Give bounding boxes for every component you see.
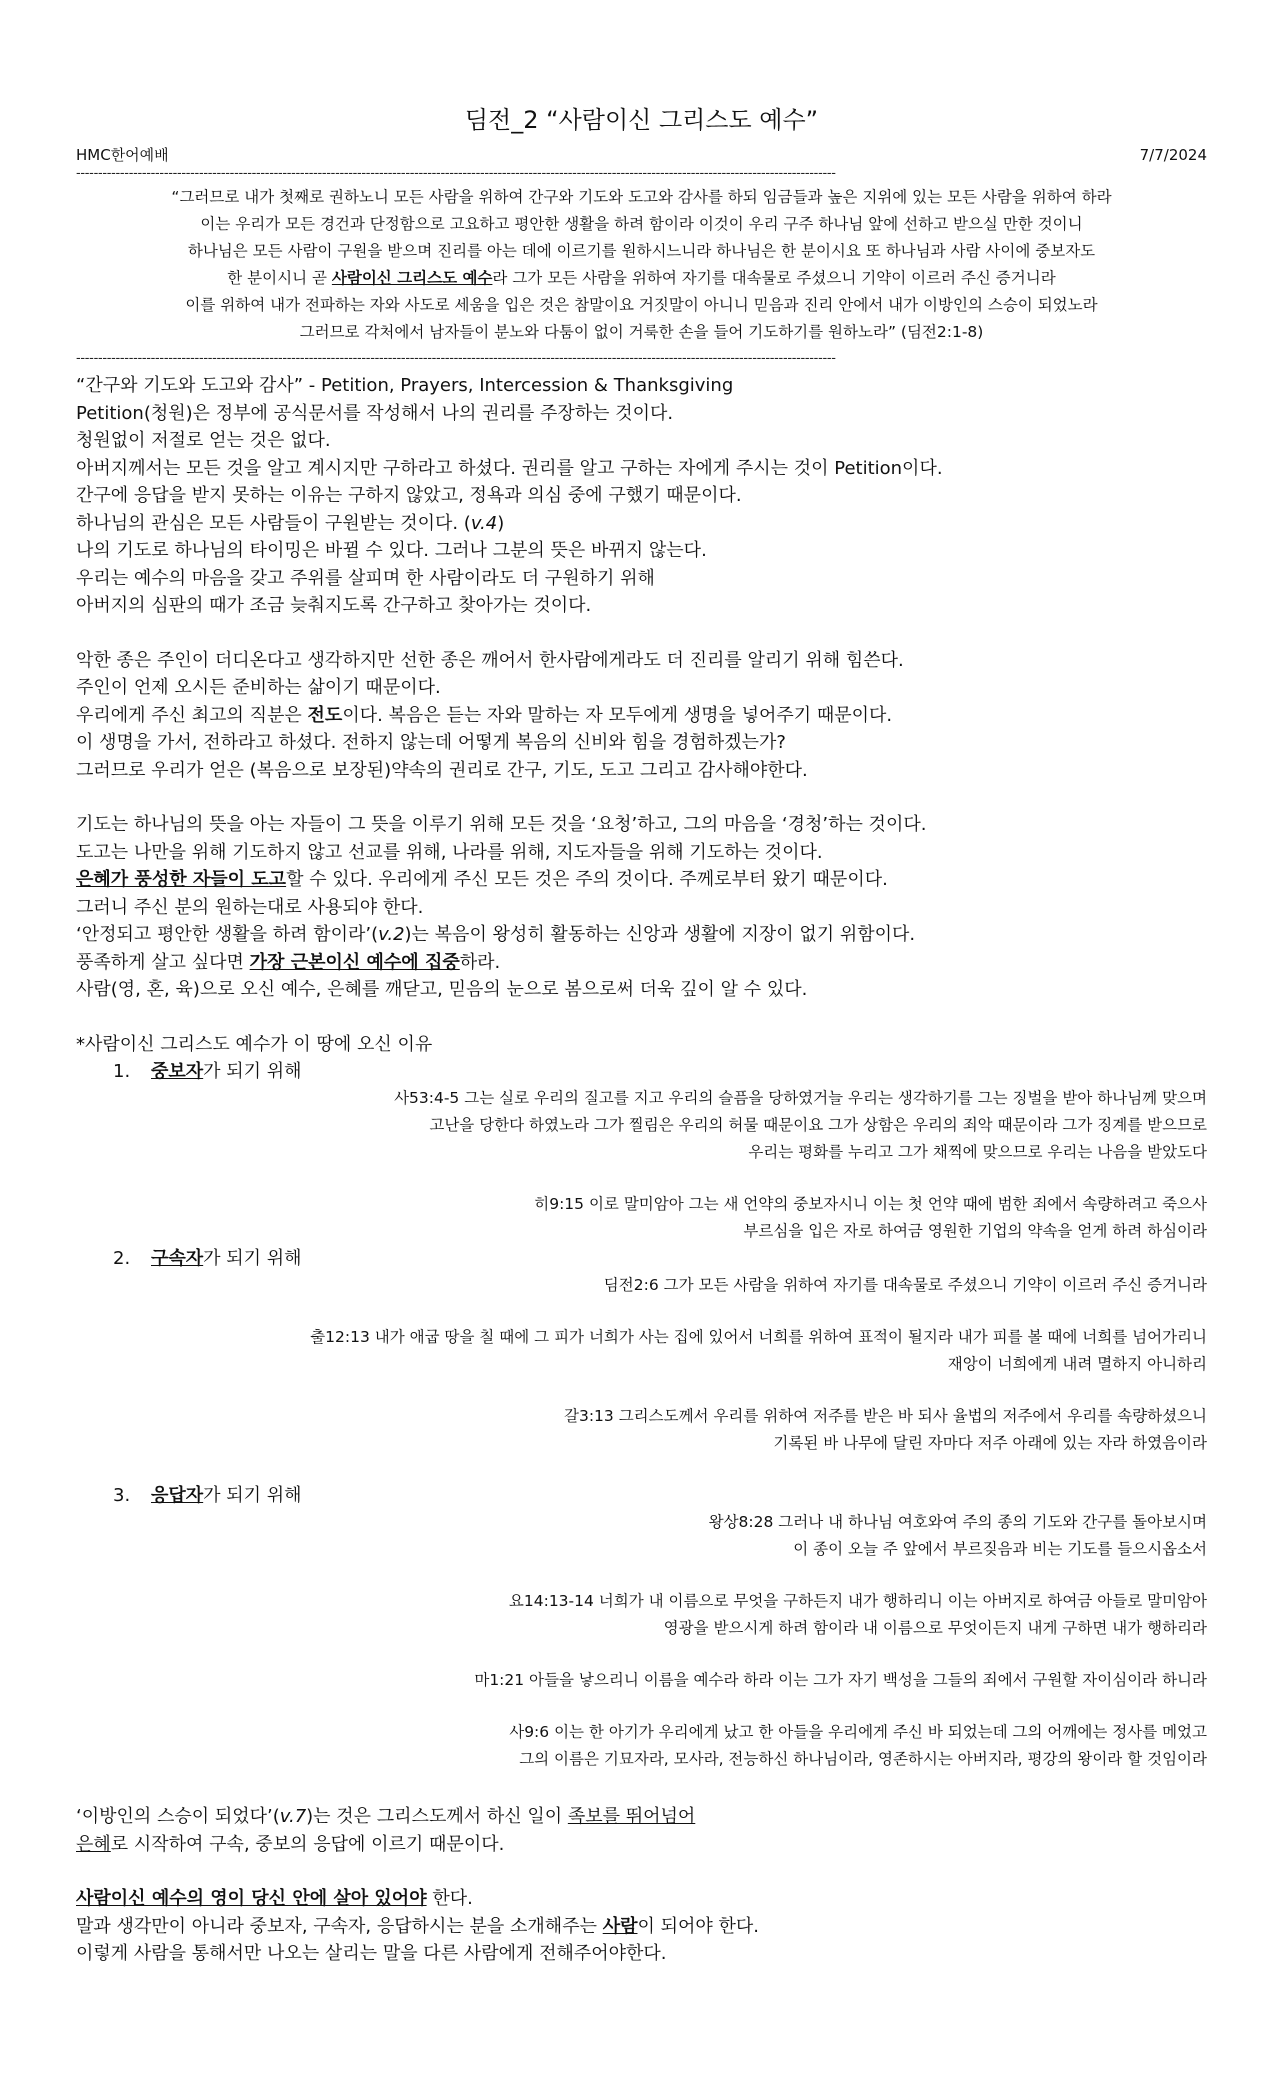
paragraph-conclusion xyxy=(76,1885,1207,1968)
reason-1 xyxy=(76,1058,1207,1085)
scripture-line: “그러므로 내가 첫째로 권하노니 모든 사람을 위하여 간구와 기도와 도고와 감사를 하되 임금들과 높은 지위에 있는 모든 사람을 위하여 하라 xyxy=(171,188,1112,206)
text-line: 그러니 주신 분의 원하는대로 사용되야 한다. xyxy=(76,896,424,918)
emphasis: 사람이신 예수의 영이 당신 안에 살아 있어야 xyxy=(76,1888,427,1909)
verse-line: 재앙이 너희에게 내려 멸하지 아니하리 xyxy=(947,1355,1207,1373)
text: 이 되어야 한다. xyxy=(637,1915,759,1937)
scripture-text: 라 그가 모든 사람을 위하여 자기를 대속물로 주셨으니 기약이 이르러 주신 증거니라 xyxy=(492,269,1056,287)
text: 한다. xyxy=(426,1888,473,1909)
text-line: 그러므로 우리가 얻은 (복음으로 보장된)약속의 권리로 간구, 기도, 도고 그리고 감사해야한다. xyxy=(76,759,808,781)
emphasis: 사람 xyxy=(602,1915,638,1937)
verse-line: 사53:4-5 그는 실로 우리의 질고를 지고 우리의 슬픔을 당하였거늘 우리는 생각하기를 그는 징벌을 받아 하나님께 맞으며 xyxy=(394,1089,1207,1107)
verse-block xyxy=(76,1719,1207,1773)
reason-rest: 가 되기 위해 xyxy=(203,1485,302,1506)
scripture-text: 한 분이시니 곧 xyxy=(227,269,332,287)
text-line: 간구에 응답을 받지 못하는 이유는 구하지 않았고, 정욕과 의심 중에 구했기 때문이다. xyxy=(76,485,742,506)
text: 이다. 복음은 듣는 자와 말하는 자 모두에게 생명을 넣어주기 때문이다. xyxy=(342,704,893,726)
text-line xyxy=(76,949,1207,977)
verse-block xyxy=(76,1085,1207,1166)
text-line: 사람(영, 혼, 육)으로 오신 예수, 은혜를 깨닫고, 믿음의 눈으로 봄으로써 더욱 깊이 알 수 있다. xyxy=(76,979,808,1000)
emphasis: 은혜가 풍성한 자들이 도고 xyxy=(76,869,287,890)
verse-line: 우리는 평화를 누리고 그가 채찍에 맞으므로 우리는 나음을 받았도다 xyxy=(748,1143,1207,1161)
text-line: Petition(청원)은 정부에 공식문서를 작성해서 나의 권리를 주장하는 것이다. xyxy=(76,402,674,424)
paragraph-gentiles xyxy=(76,1803,1207,1858)
text-line: 이렇게 사람을 통해서만 나오는 살리는 말을 다른 사람에게 전해주어야한다. xyxy=(76,1943,667,1964)
text-line: 우리는 예수의 마음을 갖고 주위를 살피며 한 사람이라도 더 구원하기 위해 xyxy=(76,567,655,589)
reason-2 xyxy=(76,1245,1207,1272)
text-line: 도고는 나만을 위해 기도하지 않고 선교를 위해, 나라를 위해, 지도자들을 위해 기도하는 것이다. xyxy=(76,841,823,863)
verse-block xyxy=(76,1191,1207,1245)
verse-ref: v.2 xyxy=(378,924,405,945)
verse-block xyxy=(76,1667,1207,1694)
reasons-heading: *사람이신 그리스도 예수가 이 땅에 오신 이유 xyxy=(76,1033,433,1055)
text-line: 이 생명을 가서, 전하라고 하셨다. 전하지 않는데 어떻게 복음의 신비와 힘을 경험하겠는가? xyxy=(76,732,786,753)
text: ) xyxy=(497,512,505,534)
sermon-title: 딤전_2 “사람이신 그리스도 예수” xyxy=(464,106,819,134)
emphasis: 가장 근본이신 예수에 집중 xyxy=(249,951,460,973)
closing-section xyxy=(76,1803,1207,1968)
text-line xyxy=(76,510,1207,538)
text: ‘안정되고 평안한 생활을 하려 함이라’( xyxy=(76,924,379,945)
verse-line: 히9:15 이로 말미암아 그는 새 언약의 중보자시니 이는 첫 언약 때에 범한 죄에서 속량하려고 죽으사 xyxy=(534,1195,1207,1213)
text-line xyxy=(76,921,1207,949)
reason-rest: 가 되기 위해 xyxy=(203,1248,302,1269)
verse-line: 기록된 바 나무에 달린 자마다 저주 아래에 있는 자라 하였음이라 xyxy=(773,1434,1207,1452)
verse-ref: v.4 xyxy=(470,512,498,534)
verse-line: 부르심을 입은 자로 하여금 영원한 기업의 약속을 얻게 하려 하심이라 xyxy=(743,1222,1207,1240)
verse-block xyxy=(76,1324,1207,1378)
paragraph-servant xyxy=(76,647,1207,785)
verse-line: 이 종이 오늘 주 앞에서 부르짖음과 비는 기도를 들으시옵소서 xyxy=(793,1540,1207,1558)
text-line: “간구와 기도와 도고와 감사” - Petition, Prayers, Intercession & Thanksgiving xyxy=(76,375,734,396)
paragraph-prayer xyxy=(76,811,1207,1004)
text: 말과 생각만이 아니라 중보자, 구속자, 응답하시는 분을 소개해주는 xyxy=(76,1915,603,1937)
verse-line: 그의 이름은 기묘자라, 모사라, 전능하신 하나님이라, 영존하시는 아버지라, 평강의 왕이라 할 것임이라 xyxy=(519,1750,1207,1768)
reason-key: 응답자 xyxy=(151,1485,204,1506)
reason-rest: 가 되기 위해 xyxy=(203,1061,302,1082)
text: 로 시작하여 구속, 중보의 응답에 이르기 때문이다. xyxy=(110,1833,505,1855)
text-line: 아버지께서는 모든 것을 알고 계시지만 구하라고 하셨다. 권리를 알고 구하는 자에게 주시는 것이 Petition이다. xyxy=(76,457,943,479)
divider-bottom: ----------------------------------------------------------------------------------------------------------------------------------------------------------------------------- xyxy=(76,352,836,366)
reason-key: 구속자 xyxy=(151,1248,204,1269)
text: ‘이방인의 스승이 되었다’( xyxy=(76,1806,280,1827)
verse-line: 마1:21 아들을 낳으리니 이름을 예수라 하라 이는 그가 자기 백성을 그들의 죄에서 구원할 자이심이라 하니라 xyxy=(474,1671,1207,1689)
scripture-line: 이는 우리가 모든 경건과 단정함으로 고요하고 평안한 생활을 하려 함이라 이것이 우리 구주 하나님 앞에 선하고 받으실 만한 것이니 xyxy=(200,215,1083,233)
verse-line: 사9:6 이는 한 아기가 우리에게 났고 한 아들을 우리에게 주신 바 되었는데 그의 어깨에는 정사를 메었고 xyxy=(509,1723,1207,1741)
scripture-passage xyxy=(76,184,1207,346)
text: )는 것은 그리스도께서 하신 일이 xyxy=(306,1806,568,1827)
text: 풍족하게 살고 싶다면 xyxy=(76,951,250,973)
reason-3 xyxy=(76,1482,1207,1509)
sermon-body xyxy=(76,372,1207,1058)
text-line xyxy=(76,1913,1207,1941)
verse-line: 딤전2:6 그가 모든 사람을 위하여 자기를 대속물로 주셨으니 기약이 이르러 주신 증거니라 xyxy=(603,1276,1207,1294)
emphasis: 전도 xyxy=(307,704,343,726)
reason-key: 중보자 xyxy=(151,1061,204,1082)
verse-block xyxy=(76,1509,1207,1563)
verse-line: 요14:13-14 너희가 내 이름으로 무엇을 구하든지 내가 행하리니 이는 아버지로 하여금 아들로 말미암아 xyxy=(508,1592,1207,1610)
verse-line: 고난을 당한다 하였노라 그가 찔림은 우리의 허물 때문이요 그가 상함은 우리의 죄악 때문이라 그가 징계를 받으므로 xyxy=(429,1116,1207,1134)
paragraph-petition xyxy=(76,372,1207,620)
verse-block xyxy=(76,1588,1207,1642)
text-line: 악한 종은 주인이 더디온다고 생각하지만 선한 종은 깨어서 한사람에게라도 더 진리를 알리기 위해 힘쓴다. xyxy=(76,649,904,671)
text-line: 아버지의 심판의 때가 조금 늦춰지도록 간구하고 찾아가는 것이다. xyxy=(76,595,592,616)
text-line xyxy=(76,1831,1207,1859)
reason-number: 2. xyxy=(113,1248,131,1269)
header-row xyxy=(76,145,1207,165)
text-line: 기도는 하나님의 뜻을 아는 자들이 그 뜻을 이루기 위해 모든 것을 ‘요청’하고, 그의 마음을 ‘경청’하는 것이다. xyxy=(76,814,927,835)
verse-line: 왕상8:28 그러나 내 하나님 여호와여 주의 종의 기도와 간구를 돌아보시며 xyxy=(708,1513,1207,1531)
emphasis: 족보를 뛰어넘어 xyxy=(567,1806,696,1827)
sermon-date: 7/7/2024 xyxy=(1139,146,1207,164)
scripture-line: 이를 위하여 내가 전파하는 자와 사도로 세움을 입은 것은 참말이요 거짓말이 아니니 믿음과 진리 안에서 내가 이방인의 스승이 되었노라 xyxy=(185,296,1098,314)
reason-number: 1. xyxy=(113,1061,131,1082)
verse-line: 갈3:13 그리스도께서 우리를 위하여 저주를 받은 바 되사 율법의 저주에서 우리를 속량하셨으니 xyxy=(563,1407,1207,1425)
text-line: 청원없이 저절로 얻는 것은 없다. xyxy=(76,430,331,451)
text-line xyxy=(76,1803,1207,1831)
text-line xyxy=(76,702,1207,730)
verse-line: 출12:13 내가 애굽 땅을 칠 때에 그 피가 너희가 사는 집에 있어서 너희를 위하여 표적이 될지라 내가 피를 볼 때에 너희를 넘어가리니 xyxy=(310,1328,1207,1346)
verse-block xyxy=(76,1403,1207,1457)
scripture-line: 그러므로 각처에서 남자들이 분노와 다툼이 없이 거룩한 손을 들어 기도하기를 원하노라” (딤전2:1-8) xyxy=(299,323,984,341)
text: 우리에게 주신 최고의 직분은 xyxy=(76,704,308,726)
text-line: 주인이 언제 오시든 준비하는 삶이기 때문이다. xyxy=(76,677,441,698)
text: 하나님의 관심은 모든 사람들이 구원받는 것이다. ( xyxy=(76,512,471,534)
scripture-emphasis: 사람이신 그리스도 예수 xyxy=(331,269,493,287)
text-line xyxy=(76,1885,1207,1913)
text-line xyxy=(76,866,1207,894)
text: )는 복음이 왕성히 활동하는 신앙과 생활에 지장이 없기 위함이다. xyxy=(404,924,916,945)
verse-line: 영광을 받으시게 하려 함이라 내 이름으로 무엇이든지 내게 구하면 내가 행하리라 xyxy=(663,1619,1207,1637)
reason-text xyxy=(151,1058,302,1085)
text: 할 수 있다. 우리에게 주신 모든 것은 주의 것이다. 주께로부터 왔기 때문이다. xyxy=(286,869,888,890)
text: 하라. xyxy=(459,951,501,973)
verse-ref: v.7 xyxy=(279,1806,307,1827)
scripture-line xyxy=(76,265,1207,292)
scripture-line: 하나님은 모든 사람이 구원을 받으며 진리를 아는 데에 이르기를 원하시느니라 하나님은 한 분이시요 또 하나님과 사람 사이에 중보자도 xyxy=(187,242,1096,260)
reason-number: 3. xyxy=(113,1485,131,1506)
text-line: 나의 기도로 하나님의 타이밍은 바뀔 수 있다. 그러나 그분의 뜻은 바뀌지 않는다. xyxy=(76,540,707,561)
church-name: HMC한어예배 xyxy=(76,146,169,164)
reason-text xyxy=(151,1482,302,1509)
verse-block xyxy=(76,1272,1207,1299)
emphasis: 은혜 xyxy=(76,1833,111,1855)
divider-top: ----------------------------------------------------------------------------------------------------------------------------------------------------------------------------- xyxy=(76,167,836,181)
reason-text xyxy=(151,1245,302,1272)
